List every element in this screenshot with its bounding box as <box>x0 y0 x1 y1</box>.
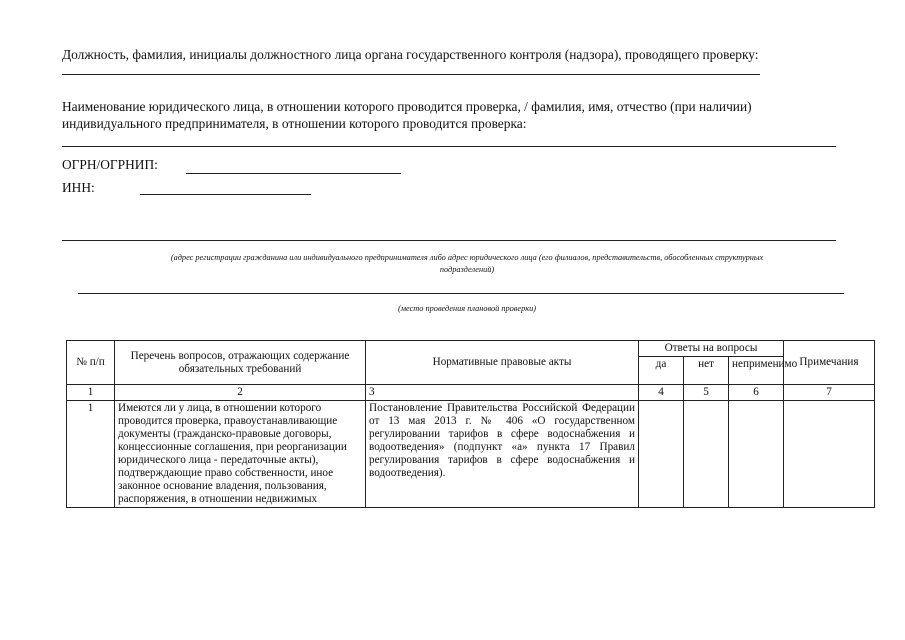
row-act: Постановление Правительства Российской Федерации от 13 мая 2013 г. № 406 «О государственном регулировании тарифов в сфере водоснабжения и водоотведения» (подпункт «а» пункта 17 Правил регулирования тарифов в сфере водоснабжения и водоотведения). <box>366 401 639 508</box>
inn-fill-line <box>140 194 311 195</box>
header-na: неприменимо <box>729 357 784 385</box>
inn-label: ИНН: <box>62 180 95 195</box>
table-row <box>67 401 875 508</box>
col-number: 6 <box>729 385 784 401</box>
place-fill-line <box>78 293 844 294</box>
entity-label-line2: индивидуального предпринимателя, в отношении которого проводится проверка: <box>62 116 527 131</box>
place-caption: (место проведения плановой проверки) <box>397 304 537 313</box>
header-acts: Нормативные правовые акты <box>366 341 639 385</box>
ogrn-label: ОГРН/ОГРНИП: <box>62 157 158 172</box>
official-label: Должность, фамилия, инициалы должностного лица органа государственного контроля (надзора), проводящего проверку: <box>62 47 759 62</box>
answer-yes-cell[interactable] <box>639 401 684 508</box>
header-notes: Примечания <box>784 341 875 385</box>
header-questions: Перечень вопросов, отражающих содержание обязательных требований <box>115 341 366 385</box>
header-num: № п/п <box>67 341 115 385</box>
note-cell[interactable] <box>784 401 875 508</box>
checklist-table <box>66 340 875 508</box>
ogrn-fill-line <box>186 173 401 174</box>
col-number: 7 <box>784 385 875 401</box>
answer-no-cell[interactable] <box>684 401 729 508</box>
entity-fill-line <box>62 146 836 147</box>
official-fill-line <box>62 74 760 75</box>
address-fill-line <box>62 240 836 241</box>
answer-na-cell[interactable] <box>729 401 784 508</box>
row-question: Имеются ли у лица, в отношении которого проводится проверка, правоустанавливающие документы (гражданско-правовые договоры, концессионные соглашения, при реорганизации юридического лица - передаточные акты), подтверждающие право собственности, иное законное основание владения, пользования, распоряжения, в отношении недвижимых <box>115 401 366 508</box>
col-number: 1 <box>67 385 115 401</box>
address-caption-line1: (адрес регистрации гражданина или индивидуального предпринимателя либо адрес юридического лица (его филиалов, представительств, обособленных структурных <box>170 253 764 262</box>
row-num: 1 <box>67 401 115 508</box>
col-number: 2 <box>115 385 366 401</box>
header-yes: да <box>639 357 684 385</box>
col-number: 5 <box>684 385 729 401</box>
header-answers: Ответы на вопросы <box>639 341 784 357</box>
col-number: 4 <box>639 385 684 401</box>
address-caption-line2: подразделений) <box>439 265 495 274</box>
header-no: нет <box>684 357 729 385</box>
entity-label-line1: Наименование юридического лица, в отношении которого проводится проверка, / фамилия, имя, отчество (при наличии) <box>62 99 752 114</box>
col-number: 3 <box>366 385 639 401</box>
